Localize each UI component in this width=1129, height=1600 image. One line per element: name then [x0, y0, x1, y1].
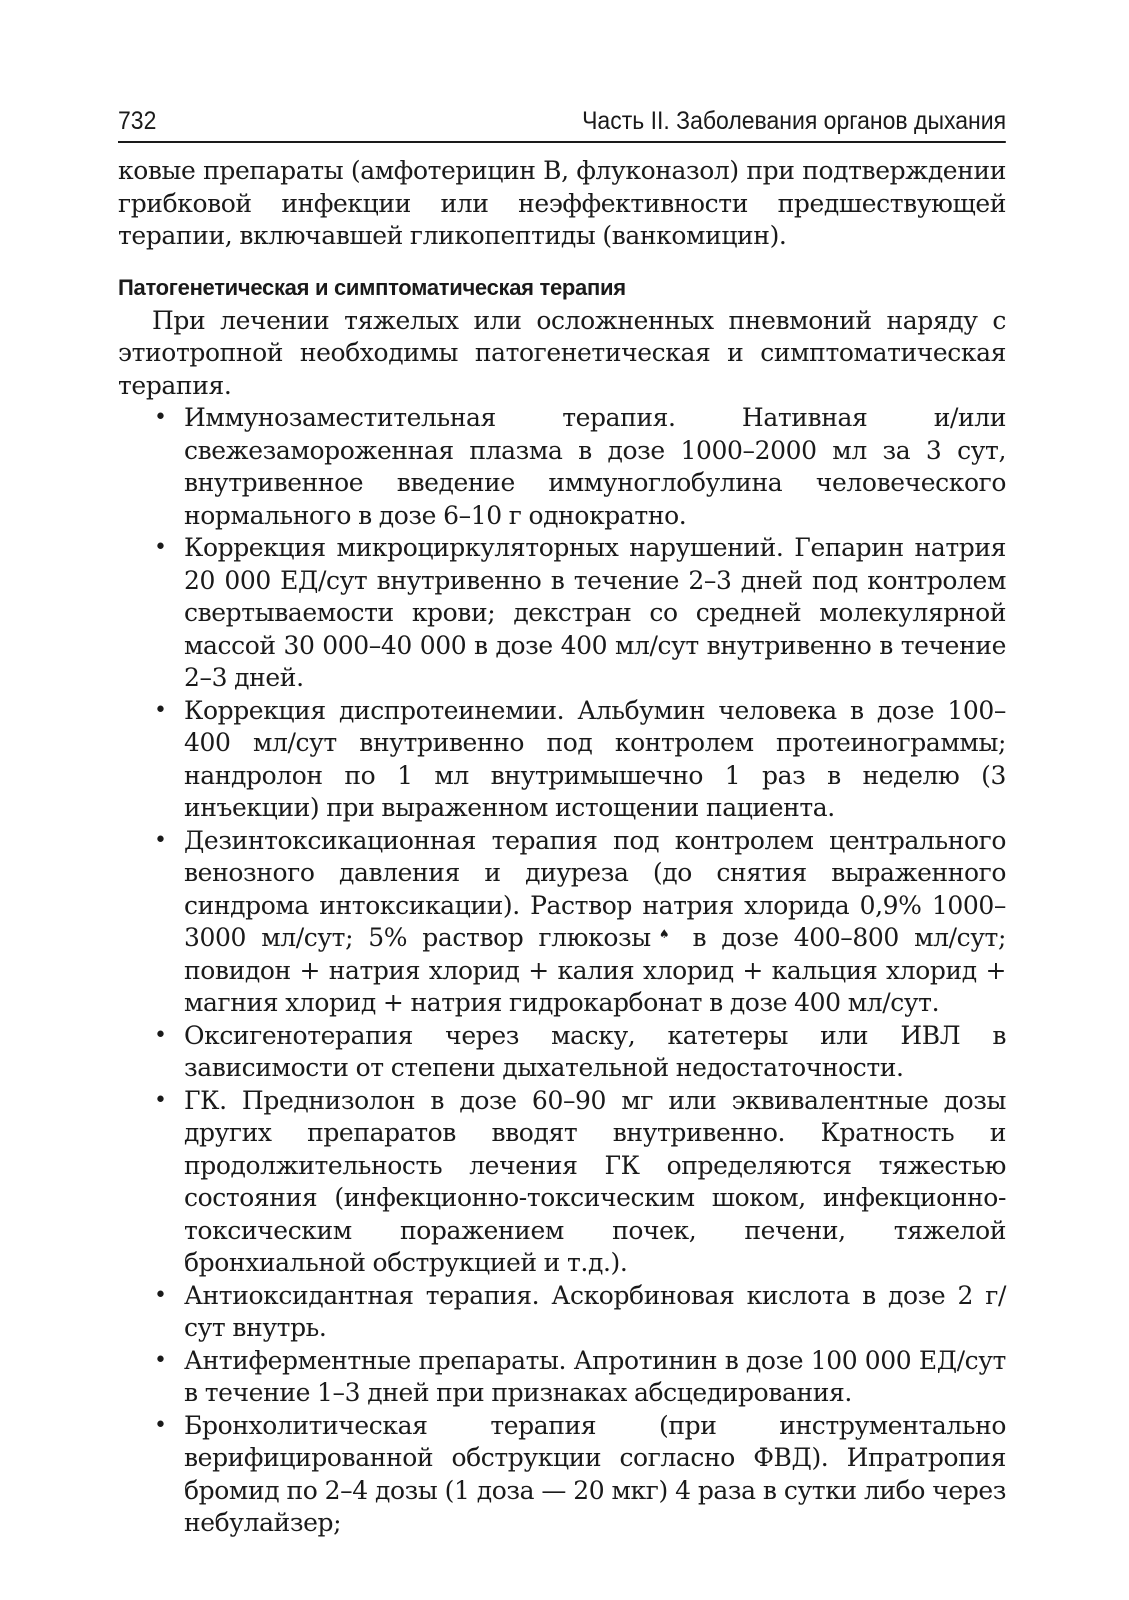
list-item-text: [184, 826, 1006, 1018]
list-item-text: Коррекция диспротеинемии. Альбумин человека в дозе 100–400 мл/сут внутривенно под контролем протеинограммы; нандролон по 1 мл внутримышечно 1 раз в неделю (3 инъекции) при выраженном истощении пациента.: [184, 695, 1006, 822]
section-intro-paragraph: При лечении тяжелых или осложненных пневмоний наряду с этиотропной необходимы патогенетическая и симптоматическая терапия.: [118, 305, 1006, 400]
bullet-icon: •: [154, 827, 167, 853]
book-page: [118, 106, 1006, 1540]
bullet-icon: •: [154, 1087, 167, 1113]
list-item: [154, 695, 1006, 825]
bullet-icon: •: [154, 535, 167, 560]
bullet-icon: •: [154, 1347, 167, 1373]
bullet-icon: •: [154, 405, 167, 430]
continuation-paragraph: ковые препараты (амфотерицин В, флуконазол) при подтверждении грибковой инфекции или неэффективности предшествующей терапии, включавшей гликопептиды (ванкомицин).: [118, 156, 1006, 250]
list-item-text: Бронхолитическая терапия (при инструментально верифицированной обструкции согласно ФВД). Ипратропия бромид по 2–4 дозы (1 доза — 20 мкг) 4 раза в сутки либо через небулайзер;: [184, 1410, 1006, 1537]
list-item-text: Антиоксидантная терапия. Аскорбиновая кислота в дозе 2 г/сут внутрь.: [184, 1280, 1006, 1342]
list-item-text-part: Дезинтоксикационная терапия под контролем центрального венозного давления и диуреза (до снятия выраженного синдрома интоксикации). Раствор натрия хлорида 0,9% 1000–3000 мл/сут; 5% раствор глюкозы: [184, 825, 1006, 952]
bullet-icon: •: [154, 1282, 167, 1308]
section-heading: Патогенетическая и симптоматическая терапия: [118, 274, 626, 300]
bullet-icon: •: [154, 1022, 167, 1048]
running-header: [118, 106, 1006, 143]
registry-mark: ♠: [650, 927, 678, 941]
list-item: [154, 1280, 1006, 1345]
list-item-text: Антиферментные препараты. Апротинин в дозе 100 000 ЕД/сут в течение 1–3 дней при признаках абсцедирования.: [184, 1345, 1006, 1407]
list-item: [154, 1020, 1006, 1085]
therapy-list: [118, 402, 1006, 1540]
list-item: [154, 1410, 1006, 1540]
page-number: 732: [118, 107, 157, 135]
list-item: [154, 532, 1006, 695]
list-item-text-part: в дозе 400–800 мл/сут; повидон + натрия хлорид + калия хлорид + кальция хлорид + магния хлорид + натрия гидрокарбонат в дозе 400 мл/сут.: [184, 923, 1006, 1017]
bullet-icon: •: [154, 697, 167, 723]
list-item: [154, 1085, 1006, 1280]
list-item: [154, 1345, 1006, 1410]
list-item-text: ГК. Преднизолон в дозе 60–90 мг или эквивалентные дозы других препаратов вводят внутривенно. Кратность и продолжительность лечения ГК определяются тяжестью состояния (инфекционно-токсическим шоком, инфекционно-токсическим поражением почек, печени, тяжелой бронхиальной обструкцией и т.д.).: [184, 1085, 1006, 1277]
running-title: Часть II. Заболевания органов дыхания: [582, 107, 1007, 135]
list-item-text: Оксигенотерапия через маску, катетеры или ИВЛ в зависимости от степени дыхательной недостаточности.: [184, 1020, 1006, 1082]
list-item: [154, 402, 1006, 532]
list-item-text: Коррекция микроциркуляторных нарушений. Гепарин натрия 20 000 ЕД/сут внутривенно в течение 2–3 дней под контролем свертываемости крови; декстран со средней молекулярной массой 30 000–40 000 в дозе 400 мл/сут внутривенно в течение 2–3 дней.: [184, 533, 1006, 692]
list-item-text: Иммунозаместительная терапия. Нативная и/или свежезамороженная плазма в дозе 1000–2000 мл за 3 сут, внутривенное введение иммуноглобулина человеческого нормального в дозе 6–10 г однократно.: [184, 403, 1006, 530]
list-item: [154, 825, 1006, 1020]
bullet-icon: •: [154, 1412, 167, 1438]
